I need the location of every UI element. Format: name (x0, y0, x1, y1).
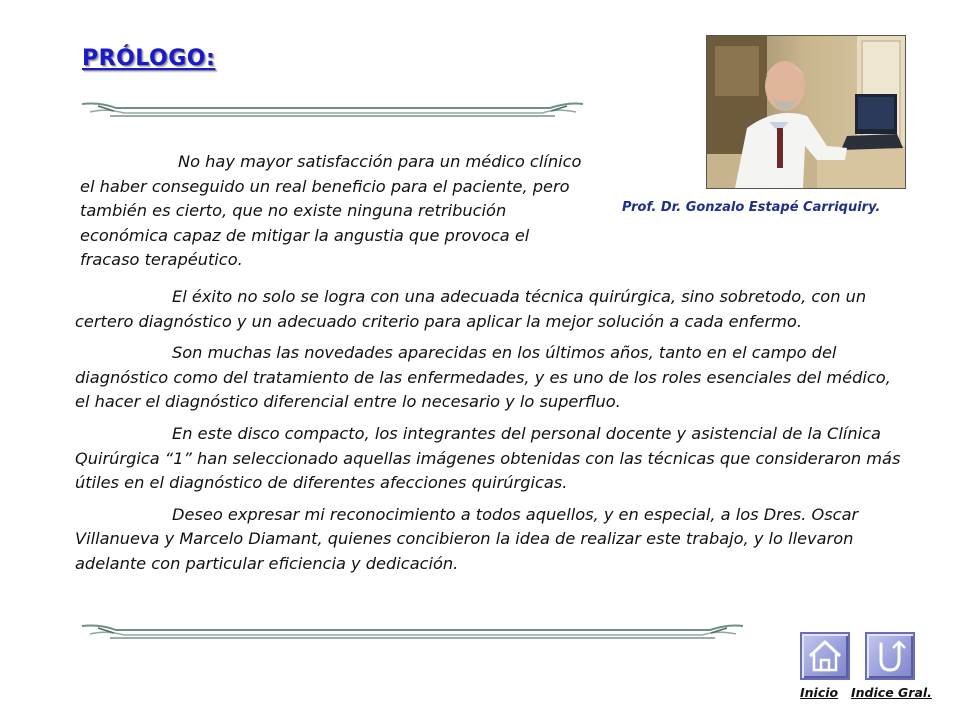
body-text (75, 285, 905, 584)
doctor-photo (706, 35, 906, 189)
body-paragraph: Deseo expresar mi reconocimiento a todos aquellos, y en especial, a los Dres. Oscar Villanueva y Marcelo Diamant, quienes concibieron la idea de realizar este trabajo, y lo llevaron adelante con particular eficiencia y dedicación. (75, 504, 859, 573)
decorative-divider-bottom (80, 620, 745, 644)
body-paragraph: El éxito no solo se logra con una adecuada técnica quirúrgica, sino sobretodo, con un certero diagnóstico y un adecuado criterio para aplicar la mejor solución a cada enfermo. (75, 287, 867, 331)
decorative-divider-top (80, 98, 585, 122)
home-button[interactable] (800, 632, 850, 680)
return-icon (867, 634, 913, 678)
index-link[interactable]: Indice Gral. (851, 685, 932, 700)
index-button[interactable] (865, 632, 915, 680)
home-icon (802, 634, 848, 678)
page-title: PRÓLOGO: (82, 46, 216, 71)
intro-paragraph: No hay mayor satisfacción para un médico clínico el haber conseguido un real beneficio para el paciente, pero también es cierto, que no existe ninguna retribución económica capaz de mitigar la angustia que provoca el fracaso terapéutico. (80, 152, 582, 269)
body-paragraph: En este disco compacto, los integrantes del personal docente y asistencial de la Clínica Quirúrgica “1” han seleccionado aquellas imágenes obtenidas con las técnicas que consideraron más útiles en el diagnóstico de diferentes afecciones quirúrgicas. (75, 423, 901, 493)
intro-text (80, 150, 590, 273)
photo-caption: Prof. Dr. Gonzalo Estapé Carriquiry. (622, 200, 881, 215)
home-link[interactable]: Inicio (800, 685, 839, 700)
body-paragraph: Son muchas las novedades aparecidas en los últimos años, tanto en el campo del diagnóstico como del tratamiento de las enfermedades, y es uno de los roles esenciales del médico, el hacer el diagnóstico diferencial entre lo necesario y lo superfluo. (75, 343, 891, 412)
